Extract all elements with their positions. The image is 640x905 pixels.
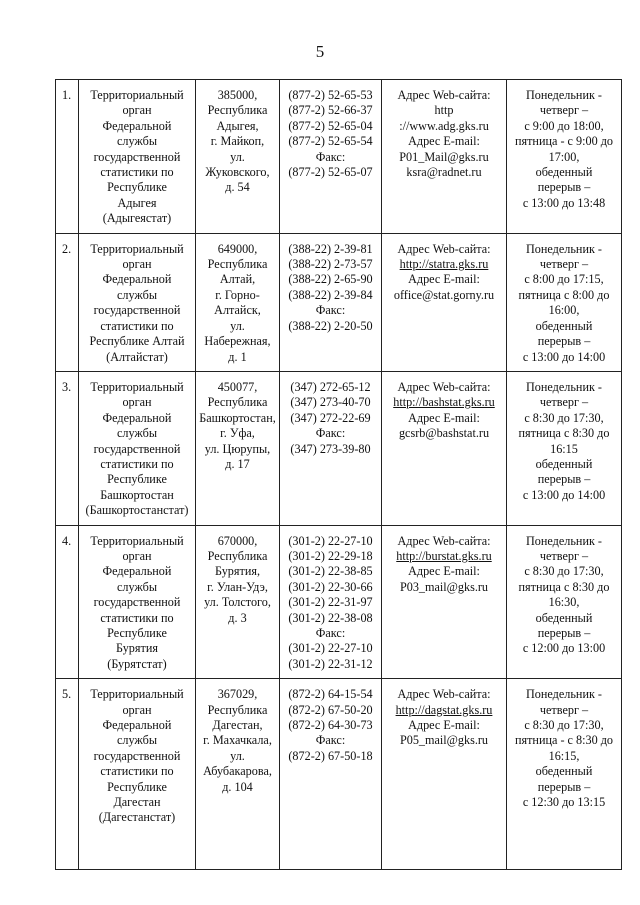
org-line: Территориальный bbox=[90, 241, 184, 256]
address-line: д. 1 bbox=[228, 349, 247, 364]
phones-cell bbox=[280, 80, 382, 234]
org-line: Территориальный bbox=[90, 88, 184, 102]
table-body bbox=[56, 80, 622, 870]
address-line: д. 17 bbox=[225, 456, 250, 471]
contacts-line: Адрес Web-сайта: bbox=[397, 687, 491, 702]
phones-line: (301-2) 22-38-08 bbox=[288, 610, 373, 625]
org-line: орган bbox=[122, 103, 152, 118]
org-line: Башкортостан bbox=[100, 487, 174, 502]
address-cell bbox=[196, 525, 280, 679]
org-line: (Башкортостанстат) bbox=[85, 503, 189, 518]
hours-cell bbox=[507, 233, 622, 371]
org-line: Территориальный bbox=[90, 687, 184, 702]
org-line: государственной bbox=[93, 149, 181, 164]
phones-cell bbox=[280, 233, 382, 371]
org-line: государственной bbox=[93, 748, 181, 763]
phones-line: (388-22) 2-39-81 bbox=[288, 241, 373, 256]
hours-cell bbox=[507, 679, 622, 870]
address-line: г. Улан-Удэ, bbox=[207, 579, 268, 594]
org-line: орган bbox=[122, 548, 152, 563]
address-line: ул. Толстого, bbox=[204, 595, 271, 610]
phones-line: (388-22) 2-65-90 bbox=[288, 272, 373, 287]
phones-line: (877-2) 52-65-53 bbox=[288, 88, 373, 102]
hours-line: Понедельник - bbox=[526, 241, 602, 256]
phones-line: (877-2) 52-66-37 bbox=[288, 103, 373, 118]
phones-cell bbox=[280, 525, 382, 679]
address-line: Республика bbox=[207, 395, 268, 410]
address-cell bbox=[196, 233, 280, 371]
hours-line: с 8:30 до 17:30, bbox=[524, 410, 604, 425]
phones-line: Факс: bbox=[315, 303, 346, 318]
phones-line: (347) 273-40-70 bbox=[290, 395, 371, 410]
address-line: г. Майкоп, bbox=[210, 134, 265, 149]
org-line: статистики по bbox=[100, 764, 174, 779]
contacts-line: Адрес Web-сайта: bbox=[397, 241, 491, 256]
phones-line: (877-2) 52-65-54 bbox=[288, 134, 373, 149]
phones-line: Факс: bbox=[315, 426, 346, 441]
org-line: Федеральной bbox=[102, 118, 172, 133]
address-line: д. 54 bbox=[225, 180, 250, 195]
website-link[interactable]: http://burstat.gks.ru bbox=[396, 548, 492, 563]
address-cell bbox=[196, 371, 280, 525]
hours-line: пятница с 8:30 до bbox=[518, 426, 610, 441]
address-line: 450077, bbox=[217, 379, 258, 394]
org-cell bbox=[79, 371, 196, 525]
contacts-line: Адрес Web-сайта: bbox=[397, 88, 491, 102]
hours-line: перерыв – bbox=[537, 180, 591, 195]
contacts-cell bbox=[382, 525, 507, 679]
phones-line: (388-22) 2-39-84 bbox=[288, 287, 373, 302]
address-line: ул. bbox=[230, 318, 245, 333]
org-line: Федеральной bbox=[102, 272, 172, 287]
contacts-cell bbox=[382, 80, 507, 234]
contacts-line: Адрес Web-сайта: bbox=[397, 533, 491, 548]
org-cell bbox=[79, 233, 196, 371]
address-line: ул. bbox=[230, 748, 245, 763]
hours-line: 16:30, bbox=[548, 595, 580, 610]
hours-line: с 9:00 до 18:00, bbox=[524, 118, 604, 133]
org-line: Бурятия bbox=[116, 641, 158, 656]
org-cell bbox=[79, 525, 196, 679]
org-line: государственной bbox=[93, 303, 181, 318]
hours-line: перерыв – bbox=[537, 472, 591, 487]
hours-line: 16:00, bbox=[548, 303, 580, 318]
hours-line: с 8:30 до 17:30, bbox=[524, 564, 604, 579]
hours-line: четверг – bbox=[539, 395, 589, 410]
row-number: 1. bbox=[56, 80, 79, 234]
address-line: 649000, bbox=[217, 241, 258, 256]
hours-line: с 12:30 до 13:15 bbox=[522, 795, 606, 810]
org-line: орган bbox=[122, 257, 152, 272]
phones-line: (872-2) 64-15-54 bbox=[288, 687, 373, 702]
address-cell bbox=[196, 80, 280, 234]
hours-cell bbox=[507, 371, 622, 525]
org-line: (Бурятстат) bbox=[107, 656, 167, 671]
contacts-line: http bbox=[434, 103, 454, 118]
hours-line: перерыв – bbox=[537, 779, 591, 794]
hours-line: с 8:00 до 17:15, bbox=[524, 272, 604, 287]
address-line: Бурятия, bbox=[215, 564, 260, 579]
hours-line: обеденный bbox=[535, 764, 593, 779]
org-line: службы bbox=[116, 426, 158, 441]
hours-line: с 13:00 до 13:48 bbox=[522, 195, 606, 210]
phones-line: (877-2) 52-65-07 bbox=[288, 165, 373, 180]
hours-line: Понедельник - bbox=[526, 379, 602, 394]
contacts-line: ksra@radnet.ru bbox=[406, 165, 482, 180]
address-line: Алтайск, bbox=[214, 303, 261, 318]
org-line: государственной bbox=[93, 441, 181, 456]
hours-line: Понедельник - bbox=[526, 88, 602, 102]
website-link[interactable]: http://statra.gks.ru bbox=[399, 257, 489, 272]
phones-line: Факс: bbox=[315, 149, 346, 164]
website-link[interactable]: http://dagstat.gks.ru bbox=[395, 702, 493, 717]
phones-line: Факс: bbox=[315, 733, 346, 748]
org-line: орган bbox=[122, 702, 152, 717]
address-line: д. 104 bbox=[222, 779, 253, 794]
website-link[interactable]: http://bashstat.gks.ru bbox=[393, 395, 495, 410]
contacts-line: office@stat.gorny.ru bbox=[393, 287, 495, 302]
hours-line: с 13:00 до 14:00 bbox=[522, 487, 606, 502]
contacts-line: ://www.adg.gks.ru bbox=[399, 118, 489, 133]
org-line: Республике bbox=[107, 626, 167, 640]
table-row bbox=[56, 233, 622, 371]
address-line: Абубакарова, bbox=[203, 764, 272, 779]
hours-line: четверг – bbox=[539, 702, 589, 717]
hours-line: обеденный bbox=[535, 610, 593, 625]
contacts-line: Адрес E-mail: bbox=[408, 134, 480, 149]
row-number: 4. bbox=[56, 525, 79, 679]
hours-line: пятница - с 8:30 до bbox=[514, 733, 614, 748]
org-line: Республике bbox=[107, 472, 167, 487]
phones-line: (347) 273-39-80 bbox=[290, 441, 371, 456]
hours-line: Понедельник - bbox=[526, 533, 602, 548]
phones-line: (347) 272-65-12 bbox=[290, 379, 371, 394]
phones-line: (301-2) 22-29-18 bbox=[288, 548, 373, 563]
phones-line: (872-2) 67-50-18 bbox=[288, 748, 373, 763]
address-line: 385000, bbox=[217, 88, 258, 102]
address-line: Республика bbox=[207, 103, 268, 118]
org-line: Территориальный bbox=[90, 533, 184, 548]
hours-cell bbox=[507, 525, 622, 679]
hours-line: с 12:00 до 13:00 bbox=[522, 641, 606, 656]
contacts-cell bbox=[382, 233, 507, 371]
address-line: Республика bbox=[207, 548, 268, 563]
address-line: Республика bbox=[207, 702, 268, 717]
org-line: службы bbox=[116, 134, 158, 149]
org-line: Дагестан bbox=[113, 795, 161, 810]
table-row bbox=[56, 80, 622, 234]
org-line: Адыгея bbox=[117, 195, 157, 210]
org-line: Республике bbox=[107, 779, 167, 794]
address-line: Жуковского, bbox=[205, 165, 270, 180]
table-row bbox=[56, 371, 622, 525]
address-line: 670000, bbox=[217, 533, 258, 548]
org-line: статистики по bbox=[100, 610, 174, 625]
phones-line: (301-2) 22-31-12 bbox=[288, 656, 373, 671]
hours-line: 16:15, bbox=[548, 748, 580, 763]
hours-line: пятница - с 9:00 до bbox=[514, 134, 614, 149]
contacts-line: Адрес E-mail: bbox=[408, 564, 480, 579]
hours-line: четверг – bbox=[539, 103, 589, 118]
address-line: Адыгея, bbox=[216, 118, 259, 133]
org-line: статистики по bbox=[100, 456, 174, 471]
org-line: статистики по bbox=[100, 165, 174, 180]
row-number: 5. bbox=[56, 679, 79, 870]
address-line: г. Уфа, bbox=[220, 426, 255, 441]
phones-line: (388-22) 2-73-57 bbox=[288, 257, 373, 272]
address-line: д. 3 bbox=[228, 610, 247, 625]
org-line: Федеральной bbox=[102, 718, 172, 733]
contacts-cell bbox=[382, 371, 507, 525]
hours-line: четверг – bbox=[539, 257, 589, 272]
phones-line: (388-22) 2-20-50 bbox=[288, 318, 373, 333]
org-line: службы bbox=[116, 287, 158, 302]
org-line: службы bbox=[116, 579, 158, 594]
contacts-line: Адрес Web-сайта: bbox=[397, 379, 491, 394]
org-line: (Адыгеястат) bbox=[102, 211, 172, 226]
row-number: 2. bbox=[56, 233, 79, 371]
org-line: (Алтайстат) bbox=[106, 349, 168, 364]
hours-line: пятница с 8:30 до bbox=[518, 579, 610, 594]
territorial-bodies-table bbox=[55, 79, 622, 870]
phones-cell bbox=[280, 679, 382, 870]
phones-line: (872-2) 67-50-20 bbox=[288, 702, 373, 717]
phones-line: (301-2) 22-38-85 bbox=[288, 564, 373, 579]
contacts-line: gcsrb@bashstat.ru bbox=[398, 426, 490, 441]
address-line: Башкортостан, bbox=[199, 410, 276, 425]
phones-line: (347) 272-22-69 bbox=[290, 410, 371, 425]
contacts-line: Адрес E-mail: bbox=[408, 718, 480, 733]
table-row bbox=[56, 525, 622, 679]
hours-line: перерыв – bbox=[537, 626, 591, 640]
contacts-line: P03_mail@gks.ru bbox=[399, 579, 489, 594]
org-line: Республике Алтай bbox=[89, 334, 185, 349]
phones-line: (301-2) 22-30-66 bbox=[288, 579, 373, 594]
address-line: Республика bbox=[207, 257, 268, 272]
hours-line: с 13:00 до 14:00 bbox=[522, 349, 606, 364]
hours-line: четверг – bbox=[539, 548, 589, 563]
address-line: 367029, bbox=[217, 687, 258, 702]
address-line: г. Махачкала, bbox=[203, 733, 272, 748]
org-line: Федеральной bbox=[102, 410, 172, 425]
phones-line: (301-2) 22-27-10 bbox=[288, 533, 373, 548]
phones-line: (301-2) 22-31-97 bbox=[288, 595, 373, 610]
phones-line: Факс: bbox=[315, 626, 346, 640]
page-number: 5 bbox=[315, 42, 325, 61]
org-line: орган bbox=[122, 395, 152, 410]
hours-line: перерыв – bbox=[537, 334, 591, 349]
contacts-line: P05_mail@gks.ru bbox=[399, 733, 489, 748]
hours-line: обеденный bbox=[535, 456, 593, 471]
org-line: статистики по bbox=[100, 318, 174, 333]
hours-line: обеденный bbox=[535, 165, 593, 180]
contacts-line: Адрес E-mail: bbox=[408, 410, 480, 425]
address-line: Набережная, bbox=[204, 334, 271, 349]
hours-line: 17:00, bbox=[548, 149, 580, 164]
phones-line: (877-2) 52-65-04 bbox=[288, 118, 373, 133]
hours-line: обеденный bbox=[535, 318, 593, 333]
phones-line: (872-2) 64-30-73 bbox=[288, 718, 373, 733]
hours-line: 16:15 bbox=[550, 441, 578, 456]
hours-line: Понедельник - bbox=[526, 687, 602, 702]
contacts-line: Адрес E-mail: bbox=[408, 272, 480, 287]
address-line: г. Горно- bbox=[215, 287, 260, 302]
address-cell bbox=[196, 679, 280, 870]
hours-cell bbox=[507, 80, 622, 234]
address-line: ул. Цюрупы, bbox=[204, 441, 271, 456]
phones-cell bbox=[280, 371, 382, 525]
org-line: Федеральной bbox=[102, 564, 172, 579]
contacts-line: P01_Mail@gks.ru bbox=[399, 149, 489, 164]
org-cell bbox=[79, 679, 196, 870]
org-line: Республике bbox=[107, 180, 167, 195]
org-line: государственной bbox=[93, 595, 181, 610]
address-line: Алтай, bbox=[219, 272, 256, 287]
address-line: ул. bbox=[230, 149, 245, 164]
table-row bbox=[56, 679, 622, 870]
phones-line: (301-2) 22-27-10 bbox=[288, 641, 373, 656]
address-line: Дагестан, bbox=[212, 718, 263, 733]
row-number: 3. bbox=[56, 371, 79, 525]
hours-line: пятница с 8:00 до bbox=[518, 287, 610, 302]
org-line: службы bbox=[116, 733, 158, 748]
org-line: (Дагестанстат) bbox=[98, 810, 176, 825]
contacts-cell bbox=[382, 679, 507, 870]
org-line: Территориальный bbox=[90, 379, 184, 394]
org-cell bbox=[79, 80, 196, 234]
hours-line: с 8:30 до 17:30, bbox=[524, 718, 604, 733]
